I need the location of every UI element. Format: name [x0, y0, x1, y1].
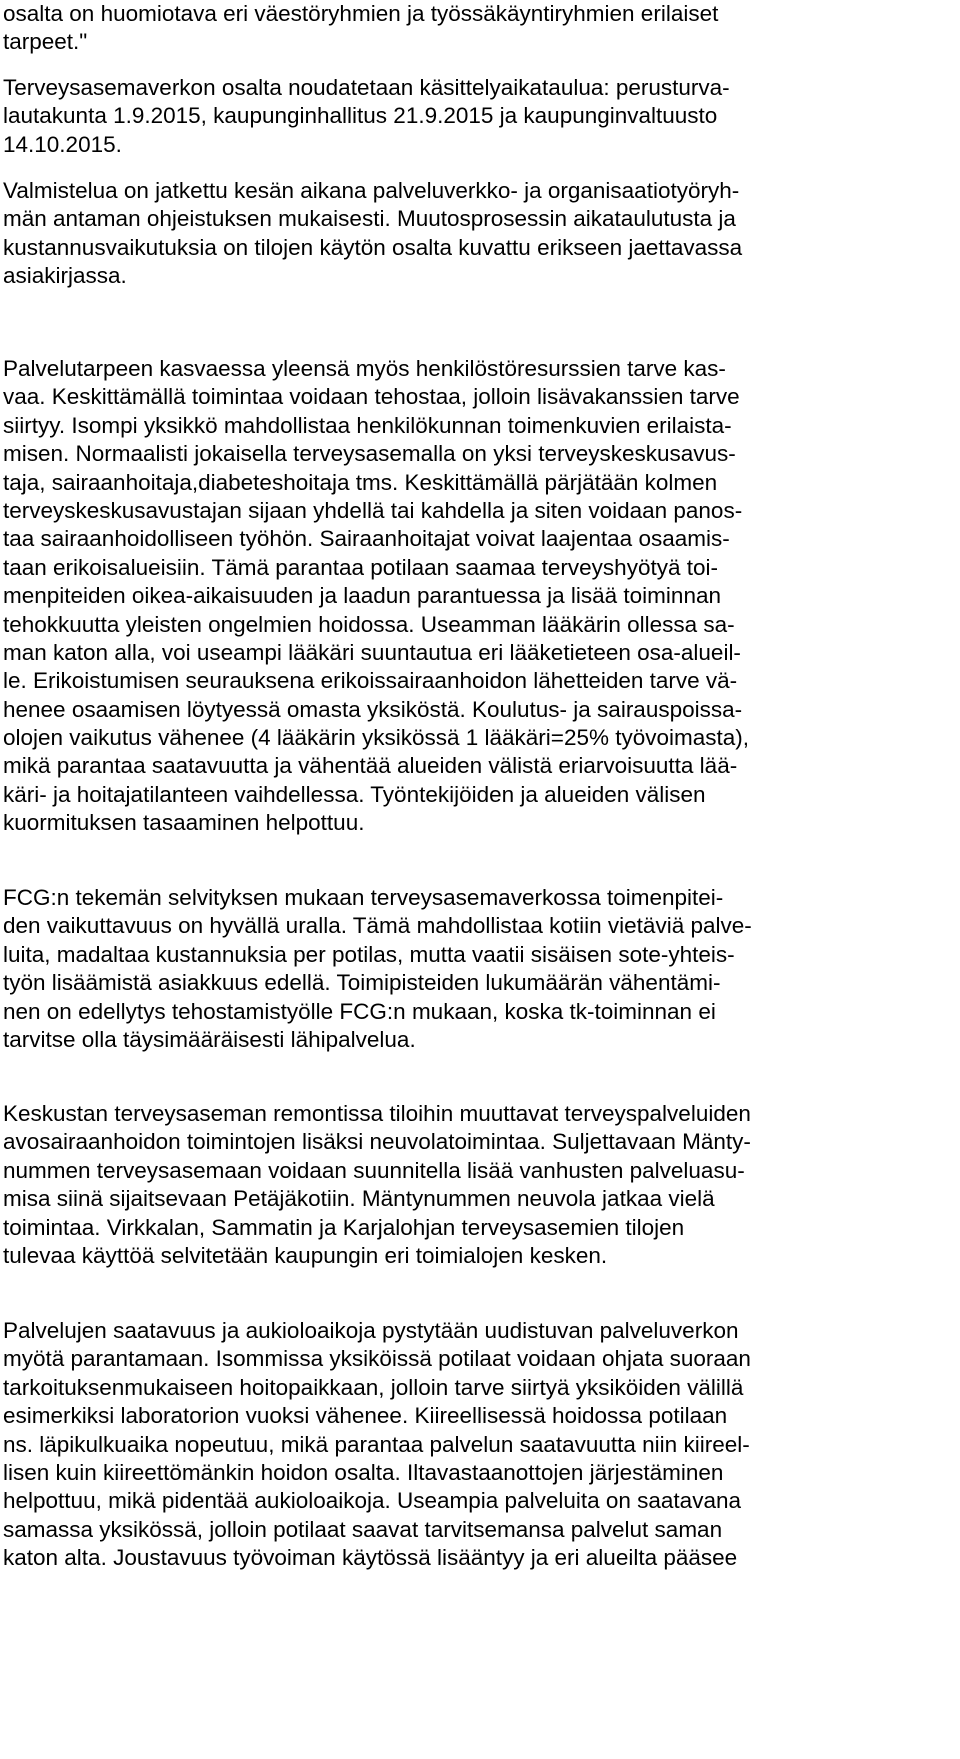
text-line: vaa. Keskittämällä toimintaa voidaan tehostaa, jolloin lisävakanssien tarve [3, 384, 740, 410]
text-line: siirtyy. Isompi yksikkö mahdollistaa henkilökunnan toimenkuvien erilaista- [3, 412, 732, 438]
paragraph-availability [3, 1317, 955, 1573]
text-line: terveyskeskusavustajan sijaan yhdellä tai kahdella ja siten voidaan panos- [3, 497, 743, 523]
paragraph-fcg-report [3, 884, 955, 1054]
text-line: nummen terveysasemaan voidaan suunnitella lisää vanhusten palveluasu- [3, 1157, 745, 1183]
text-line: misa siinä sijaitsevaan Petäjäkotiin. Mäntynummen neuvola jatkaa vielä [3, 1186, 715, 1212]
text-line: lisen kuin kiireettömänkin hoidon osalta. Iltavastaanottojen järjestäminen [3, 1459, 724, 1485]
text-line: katon alta. Joustavuus työvoiman käytössä lisääntyy ja eri alueilta pääsee [3, 1545, 738, 1571]
text-line: 14.10.2015. [3, 131, 122, 157]
text-line: le. Erikoistumisen seurauksena erikoissairaanhoidon lähetteiden tarve vä- [3, 668, 738, 694]
text-line: toimintaa. Virkkalan, Sammatin ja Karjalohjan terveysasemien tilojen [3, 1214, 685, 1240]
text-line: Palvelutarpeen kasvaessa yleensä myös henkilöstöresurssien tarve kas- [3, 356, 726, 381]
text-line: osalta on huomiotava eri väestöryhmien ja työssäkäyntiryhmien erilaiset [3, 1, 719, 26]
text-line: män antaman ohjeistuksen mukaisesti. Muutosprosessin aikataulutusta ja [3, 206, 736, 232]
text-line: luita, madaltaa kustannuksia per potilas, mutta vaatii sisäisen sote-yhteis- [3, 941, 735, 967]
text-line: taa sairaanhoidolliseen työhön. Sairaanhoitajat voivat laajentaa osaamis- [3, 526, 730, 552]
text-line: nen on edellytys tehostamistyölle FCG:n mukaan, koska tk-toiminnan ei [3, 998, 716, 1024]
text-line: lautakunta 1.9.2015, kaupunginhallitus 21.9.2015 ja kaupunginvaltuusto [3, 103, 718, 129]
text-line: den vaikuttavuus on hyvällä uralla. Tämä mahdollistaa kotiin vietäviä palve- [3, 913, 752, 939]
text-line: tehokkuutta yleisten ongelmien hoidossa. Useamman lääkärin ollessa sa- [3, 611, 735, 637]
text-line: mikä parantaa saatavuutta ja vähentää alueiden välistä eriarvoisuutta lää- [3, 753, 738, 779]
text-line: tulevaa käyttöä selvitetään kaupungin eri toimialojen kesken. [3, 1242, 608, 1268]
text-line: henee osaamisen löytyessä omasta yksiköstä. Koulutus- ja sairauspoissa- [3, 696, 743, 722]
paragraph-intro [3, 0, 955, 57]
text-line: Terveysasemaverkon osalta noudatetaan käsittelyaikataulua: perusturva- [3, 75, 730, 100]
text-line: Keskustan terveysaseman remontissa tiloihin muuttavat terveyspalveluiden [3, 1101, 751, 1126]
paragraph-schedule [3, 74, 955, 159]
text-line: käri- ja hoitajatilanteen vaihdellessa. Työntekijöiden ja alueiden välisen [3, 781, 706, 807]
text-line: menpiteiden oikea-aikaisuuden ja laadun parantuessa ja lisää toiminnan [3, 583, 721, 609]
text-line: Valmistelua on jatkettu kesän aikana palveluverkko- ja organisaatiotyöryh- [3, 178, 740, 203]
text-line: man katon alla, voi useampi lääkäri suuntautua eri lääketieteen osa-alueil- [3, 639, 741, 665]
text-line: helpottuu, mikä pidentää aukioloaikoja. Useampia palveluita on saatavana [3, 1488, 741, 1514]
text-line: misen. Normaalisti jokaisella terveysasemalla on yksi terveyskeskusavus- [3, 441, 736, 467]
paragraph-service-need [3, 355, 955, 838]
text-line: esimerkiksi laboratorion vuoksi vähenee. Kiireellisessä hoidossa potilaan [3, 1403, 728, 1429]
text-line: FCG:n tekemän selvityksen mukaan terveysasemaverkossa toimenpitei- [3, 885, 724, 910]
text-line: tarvitse olla täysimääräisesti lähipalvelua. [3, 1026, 416, 1052]
text-line: asiakirjassa. [3, 263, 127, 289]
text-line: työn lisäämistä asiakkuus edellä. Toimipisteiden lukumäärän vähentämi- [3, 970, 721, 996]
text-line: taan erikoisalueisiin. Tämä parantaa potilaan saamaa terveyshyötyä toi- [3, 554, 718, 580]
text-line: taja, sairaanhoitaja,diabeteshoitaja tms. Keskittämällä pärjätään kolmen [3, 469, 718, 495]
text-line: tarkoituksenmukaiseen hoitopaikkaan, jolloin tarve siirtyä yksiköiden välillä [3, 1374, 744, 1400]
text-line: samassa yksikössä, jolloin potilaat saavat tarvitsemansa palvelut saman [3, 1516, 723, 1542]
text-line: Palvelujen saatavuus ja aukioloaikoja pystytään uudistuvan palveluverkon [3, 1318, 739, 1343]
text-line: myötä parantamaan. Isommissa yksiköissä potilaat voidaan ohjata suoraan [3, 1346, 751, 1372]
text-line: kustannusvaikutuksia on tilojen käytön osalta kuvattu erikseen jaettavassa [3, 234, 743, 260]
paragraph-renovation [3, 1100, 955, 1270]
text-line: tarpeet." [3, 29, 88, 55]
text-line: kuormituksen tasaaminen helpottuu. [3, 810, 365, 836]
paragraph-preparation [3, 177, 955, 291]
text-line: ns. läpikulkuaika nopeutuu, mikä parantaa palvelun saatavuutta niin kiireel- [3, 1431, 750, 1457]
text-line: avosairaanhoidon toimintojen lisäksi neuvolatoimintaa. Suljettavaan Mänty- [3, 1129, 751, 1155]
text-line: olojen vaikutus vähenee (4 lääkärin yksikössä 1 lääkäri=25% työvoimasta), [3, 725, 750, 751]
